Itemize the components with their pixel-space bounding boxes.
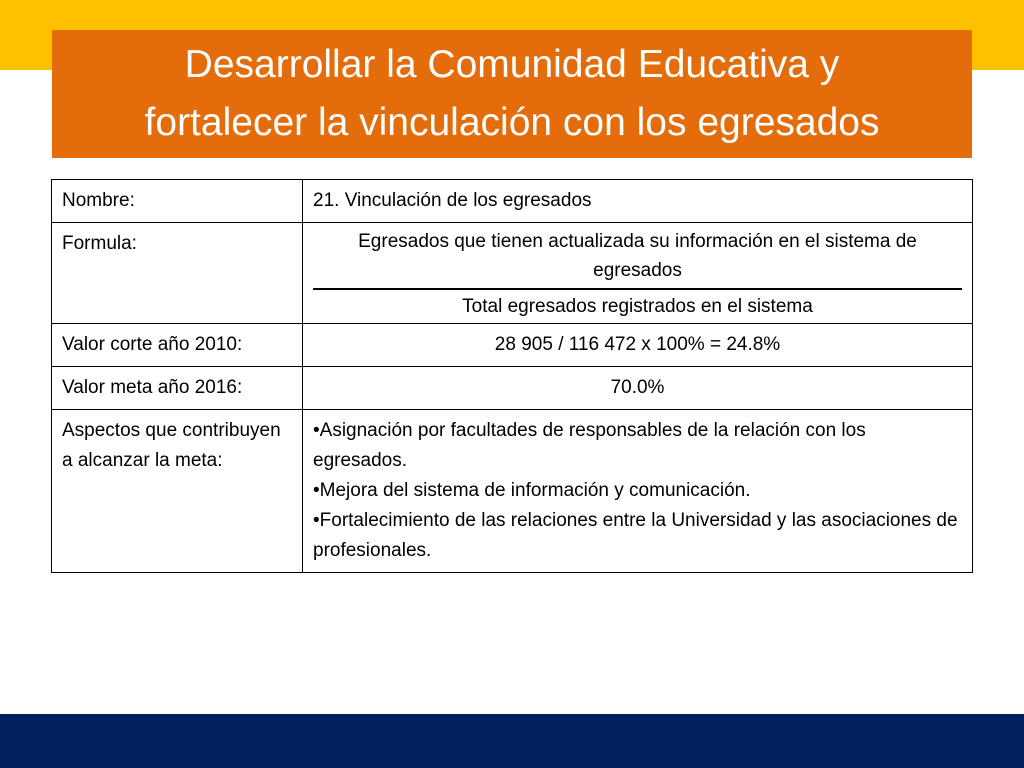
- table-row-formula: [52, 223, 973, 324]
- fraction-bar: [313, 288, 962, 290]
- list-item: •Fortalecimiento de las relaciones entre la Universidad y las asociaciones de profesionales.: [313, 510, 958, 561]
- row-label: Valor meta año 2016:: [52, 367, 303, 410]
- row-label: Nombre:: [52, 180, 303, 223]
- table-row-aspectos: [52, 410, 973, 573]
- list-item: •Asignación por facultades de responsables de la relación con los egresados.: [313, 420, 866, 471]
- formula-numerator: Egresados que tienen actualizada su información en el sistema de egresados: [358, 231, 917, 281]
- table-row-valor-meta: [52, 367, 973, 410]
- formula-denominator: Total egresados registrados en el sistema: [462, 296, 813, 317]
- table-row-valor-corte: [52, 324, 973, 367]
- formula-cell: [303, 223, 973, 324]
- slide-title-line-2: fortalecer la vinculación con los egresados: [144, 101, 880, 144]
- formula-fraction: [313, 227, 962, 321]
- slide-title: [52, 30, 972, 158]
- row-value: 28 905 / 116 472 x 100% = 24.8%: [303, 324, 973, 367]
- row-label: Formula:: [52, 223, 303, 324]
- row-label: Valor corte año 2010:: [52, 324, 303, 367]
- row-label: Aspectos que contribuyen a alcanzar la meta:: [52, 410, 303, 573]
- row-value: 70.0%: [303, 367, 973, 410]
- row-value: 21. Vinculación de los egresados: [303, 180, 973, 223]
- slide-title-line-1: Desarrollar la Comunidad Educativa y: [184, 43, 840, 86]
- bullet-list: [303, 410, 973, 573]
- indicator-table: [51, 179, 973, 573]
- table-row-nombre: [52, 180, 973, 223]
- bottom-accent-band: [0, 714, 1024, 768]
- list-item: •Mejora del sistema de información y comunicación.: [313, 480, 751, 501]
